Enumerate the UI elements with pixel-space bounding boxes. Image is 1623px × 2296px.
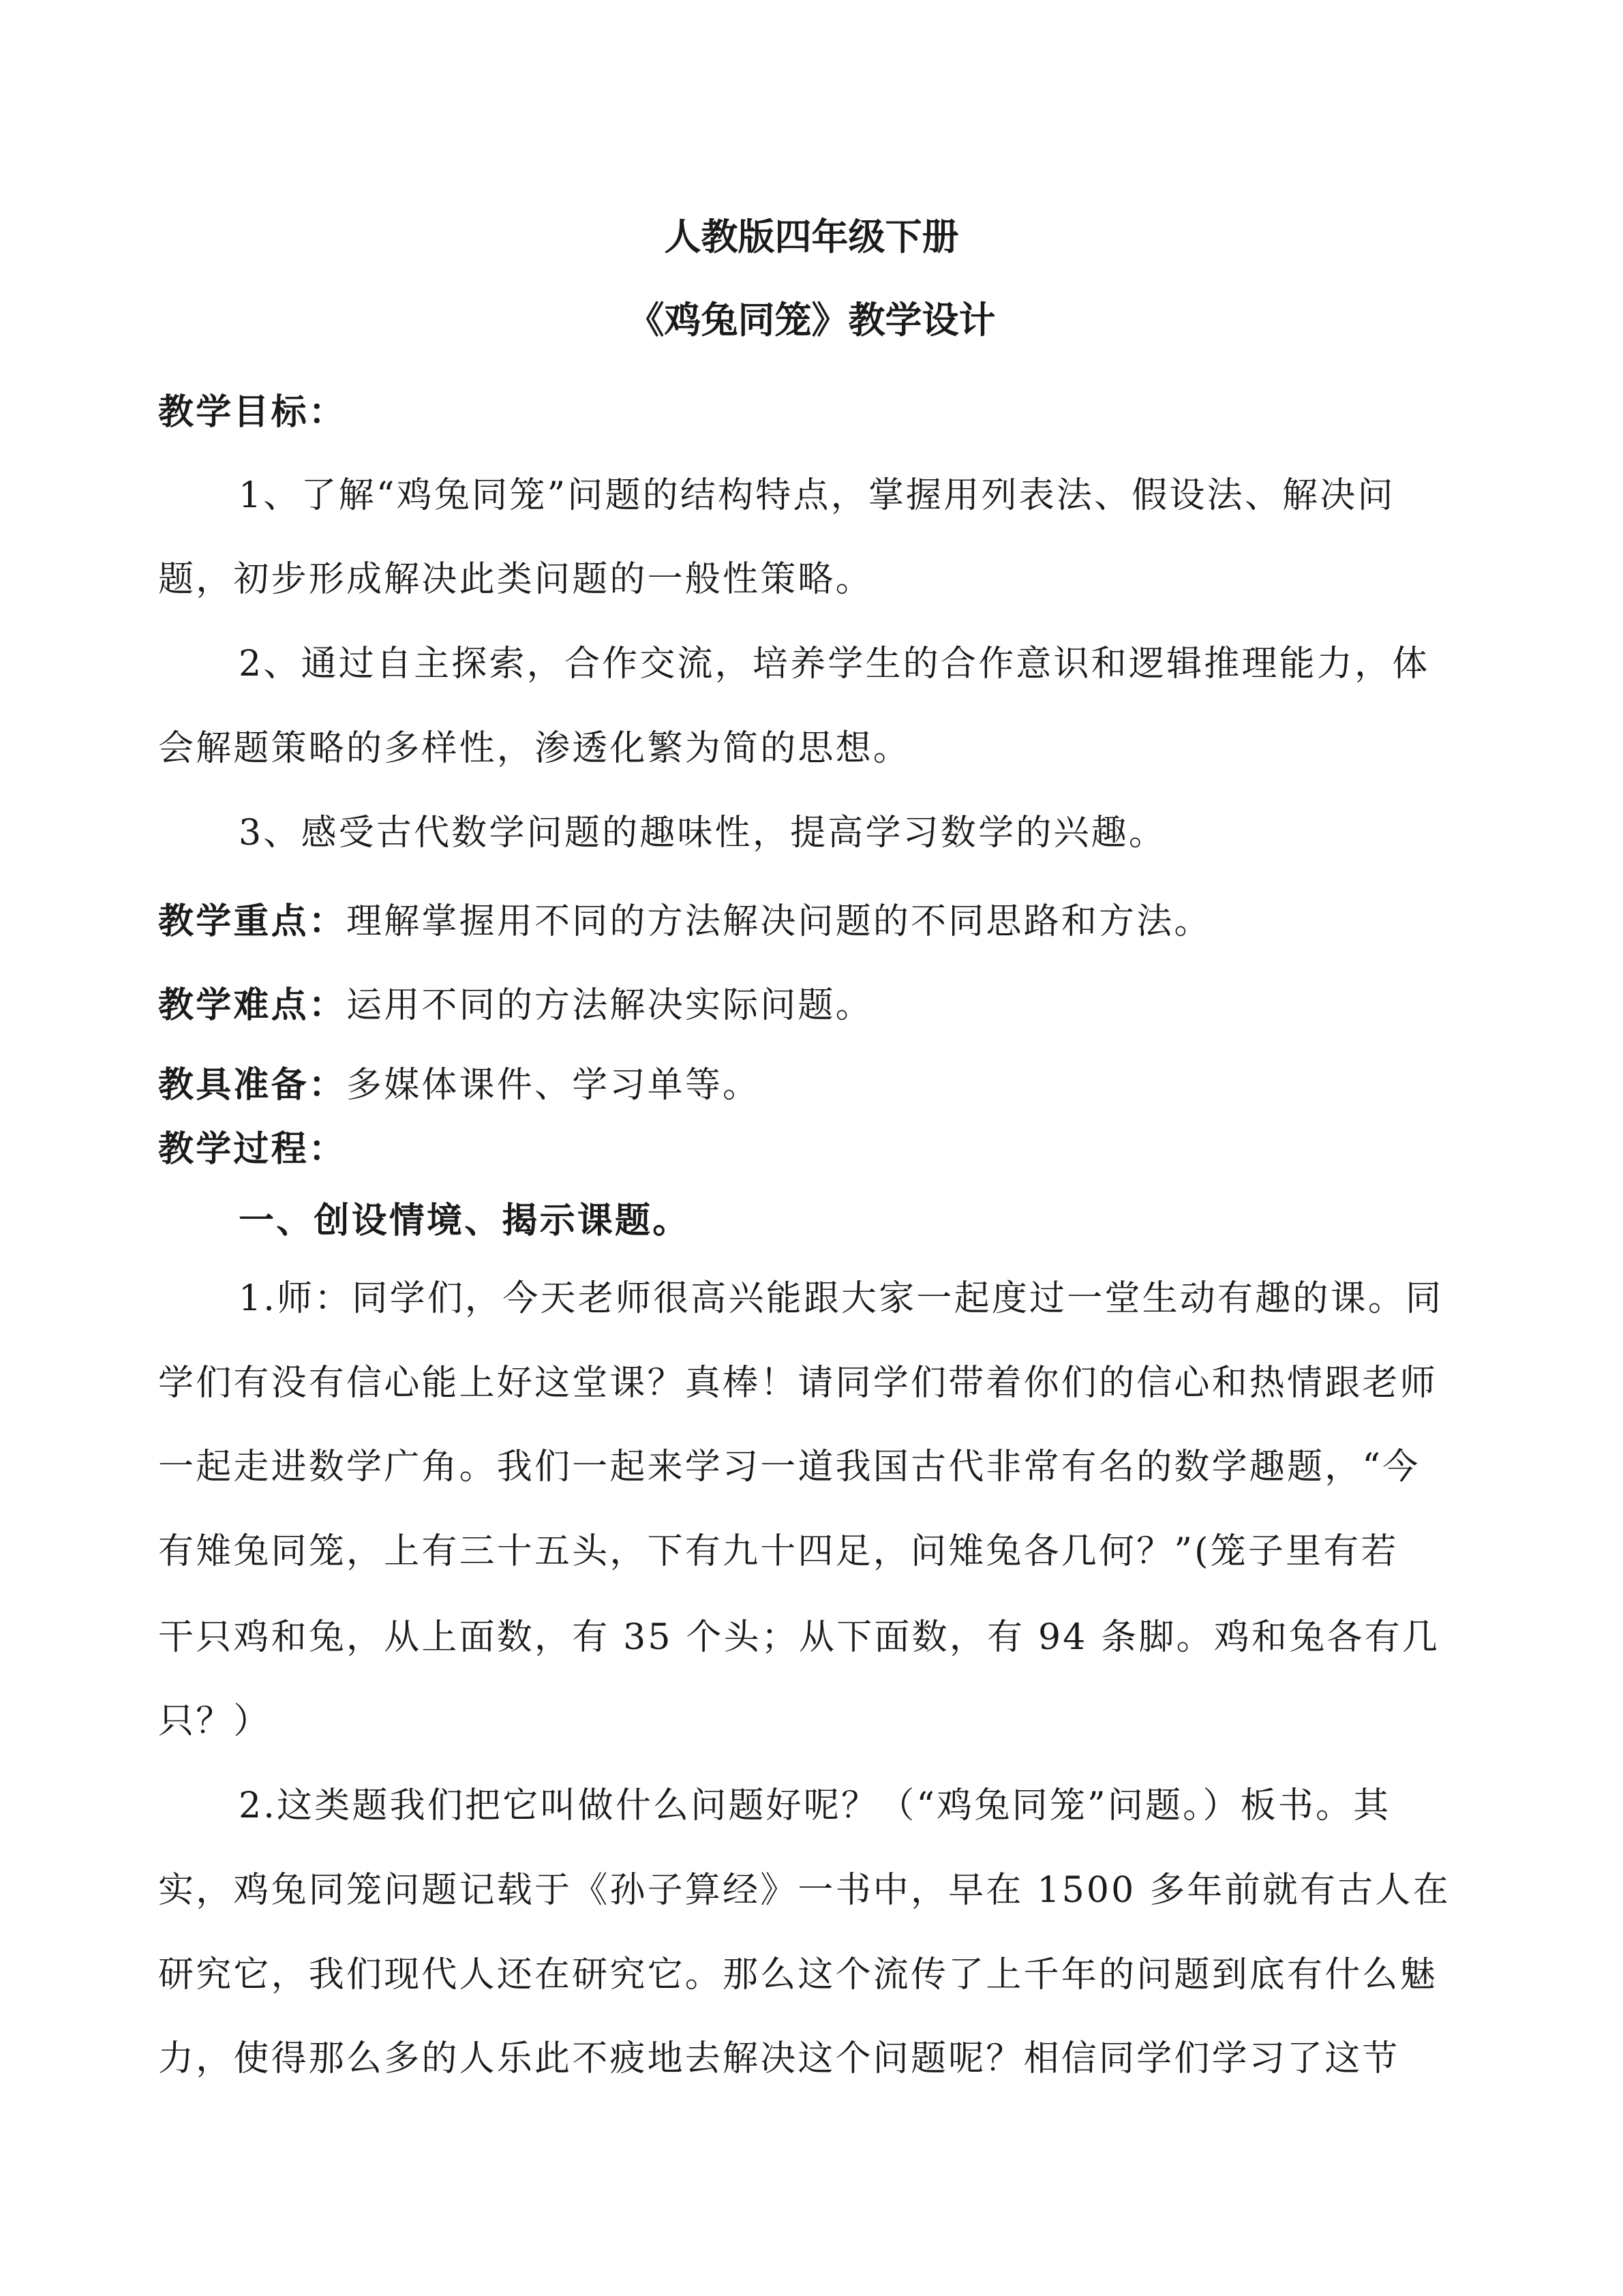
process-heading: 教学过程： (158, 1128, 347, 1170)
key-points-text: 理解掌握用不同的方法解决问题的不同思路和方法。 (346, 901, 1212, 942)
paragraph-1-line-6: 只？） (158, 1701, 271, 1742)
objective-2-line-1: 2、通过自主探索，合作交流，培养学生的合作意识和逻辑推理能力，体 (239, 644, 1430, 684)
document-title-lesson: 《鸡兔同笼》教学设计 (627, 298, 996, 342)
materials-label: 教具准备： (158, 1064, 347, 1106)
document-title-grade: 人教版四年级下册 (664, 215, 959, 258)
objective-2-line-2: 会解题策略的多样性，渗透化繁为简的思想。 (158, 728, 911, 769)
materials-text: 多媒体课件、学习单等。 (346, 1065, 761, 1106)
difficulties-label: 教学难点： (158, 984, 347, 1026)
materials-row (158, 1061, 760, 1109)
paragraph-2-line-1: 2.这类题我们把它叫做什么问题好呢？（“鸡兔同笼”问题。）板书。其 (239, 1785, 1391, 1826)
paragraph-2-line-4: 力，使得那么多的人乐此不疲地去解决这个问题呢？相信同学们学习了这节 (158, 2038, 1400, 2079)
section-1-heading: 一、创设情境、揭示课题。 (239, 1200, 691, 1241)
paragraph-1-line-2: 学们有没有信心能上好这堂课？真棒！请同学们带着你们的信心和热情跟老师 (158, 1363, 1438, 1404)
difficulties-text: 运用不同的方法解决实际问题。 (346, 985, 873, 1026)
paragraph-1-line-3: 一起走进数学广角。我们一起来学习一道我国古代非常有名的数学趣题，“今 (158, 1447, 1421, 1487)
paragraph-2-line-2: 实，鸡兔同笼问题记载于《孙子算经》一书中，早在 1500 多年前就有古人在 (158, 1870, 1451, 1911)
objectives-heading: 教学目标： (158, 391, 347, 433)
paragraph-1-line-4: 有雉兔同笼，上有三十五头，下有九十四足，问雉兔各几何？”(笼子里有若 (158, 1531, 1399, 1572)
difficulties-row (158, 982, 873, 1029)
paragraph-1-line-5: 干只鸡和兔，从上面数，有 35 个头；从下面数，有 94 条脚。鸡和兔各有几 (158, 1617, 1440, 1658)
paragraph-1-line-1: 1.师：同学们，今天老师很高兴能跟大家一起度过一堂生动有趣的课。同 (239, 1278, 1444, 1319)
key-points-label: 教学重点： (158, 901, 347, 942)
key-points-row (158, 898, 1212, 946)
objective-1-line-2: 题，初步形成解决此类问题的一般性策略。 (158, 559, 873, 600)
objective-1-line-1: 1、了解“鸡兔同笼”问题的结构特点，掌握用列表法、假设法、解决问 (239, 475, 1395, 516)
objective-3-line-1: 3、感受古代数学问题的趣味性，提高学习数学的兴趣。 (239, 813, 1167, 854)
paragraph-2-line-3: 研究它，我们现代人还在研究它。那么这个流传了上千年的问题到底有什么魅 (158, 1954, 1438, 1995)
